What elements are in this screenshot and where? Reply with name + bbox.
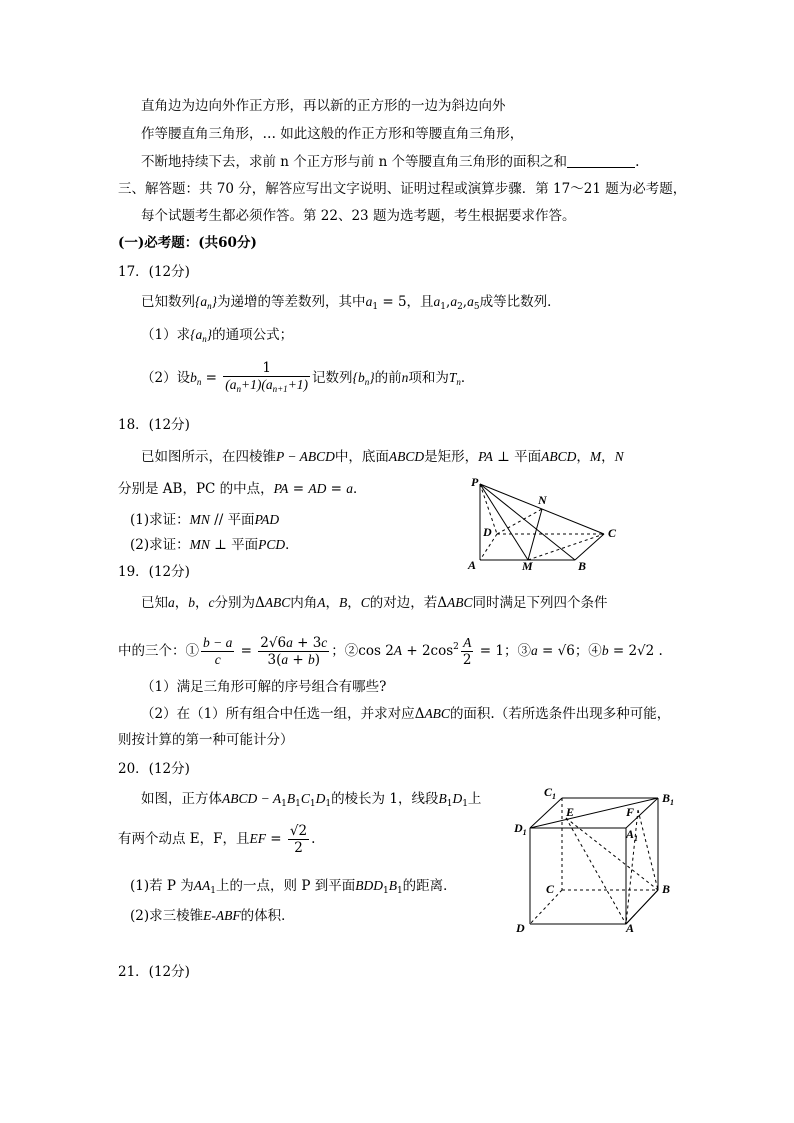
q19-heading: 19．(12分)	[118, 564, 190, 580]
q19-part2-cont: 则按计算的第一种可能计分）	[118, 732, 294, 748]
label-A: A	[468, 558, 477, 572]
label-A1: $A_1$	[626, 827, 639, 843]
label-C: C	[546, 882, 555, 896]
q19-conditions: 中的三个：① $\frac{b - a}{c}$ = $\frac{2√6a + 3c}{3(a + b)}$ ；②cos $2A + 2\cos^2$ $\frac{A}{2}$ = 1；③a = √6；④b = 2√2 .	[118, 635, 663, 668]
q17-heading: 17．(12分)	[118, 264, 190, 280]
label-C1: $C_1$	[544, 785, 557, 801]
q20-stem-2: 有两个动点 E，F，且EF = $\frac{√2}{2}$ .	[118, 823, 316, 856]
label-E: E	[566, 805, 575, 819]
q18-part1: (1)求证：MN // 平面PAD	[130, 512, 280, 528]
answer-blank	[567, 153, 635, 168]
section3-line-1: 三、解答题：共 70 分，解答应写出文字说明、证明过程或演算步骤．第 17～21 题为必考题，	[118, 181, 687, 197]
q21-heading: 21．(12分)	[118, 964, 190, 980]
q19-part1: （1）满足三角形可解的序号组合有哪些?	[141, 679, 387, 695]
q18-heading: 18．(12分)	[118, 417, 190, 433]
label-B: B	[578, 559, 587, 572]
q18-stem-2: 分别是 AB，PC 的中点，PA = AD = a．	[118, 481, 367, 497]
q20-heading: 20．(12分)	[118, 761, 190, 777]
q17-part1: （1）求$\{a_n\}$的通项公式；	[141, 327, 294, 344]
intro-line-3: 不断地持续下去，求前 n 个正方形与前 n 个等腰直角三角形的面积之和 .	[141, 154, 640, 170]
q19-stem-1: 已知a，b，c分别为ΔABC内角A，B，C的对边，若ΔABC同时满足下列四个条件	[141, 595, 608, 611]
intro-line-1: 直角边为边向外作正方形，再以新的正方形的一边为斜边向外	[141, 98, 506, 114]
q20-part1: (1)若 P 为$AA_1$上的一点，则 P 到平面$BDD_1B_1$的距离．	[130, 878, 457, 896]
label-D1: $D_1$	[514, 821, 527, 837]
intro-line-2: 作等腰直角三角形，… 如此这般的作正方形和等腰直角三角形，	[141, 126, 524, 142]
q17-part2: （2）设$b_n$ = $\frac{1}{(a_n+1)(a_{n+1}+1)}$ 记数列$\{b_n\}$的前n项和为$T_n$．	[141, 360, 475, 394]
q17-stem: 已知数列$\{a_n\}$为递增的等差数列，其中$a_1 = 5$，且$a_1,a_2,a_5$成等比数列．	[141, 294, 561, 312]
q18-stem-1: 已如图所示，在四棱锥P − ABCD中，底面ABCD是矩形，PA ⊥ 平面ABCD，M，N	[141, 449, 624, 465]
label-M: M	[522, 559, 533, 572]
q18-part2: (2)求证：MN ⊥ 平面PCD．	[130, 537, 299, 553]
label-N: N	[538, 493, 547, 507]
label-F: F	[626, 805, 635, 819]
label-D: D	[516, 921, 525, 935]
pyramid-figure	[462, 472, 632, 572]
label-C: C	[608, 526, 617, 540]
q19-part2: （2）在（1）所有组合中任选一组，并求对应ΔABC的面积.（若所选条件出现多种可能，	[141, 706, 671, 722]
q20-stem-1: 如图，正方体ABCD − $A_1B_1C_1D_1$的棱长为 1，线段$B_1D_1$上	[141, 791, 482, 809]
required-heading: (一)必考题：(共60分)	[118, 235, 257, 251]
label-A: A	[626, 921, 635, 935]
label-D: D	[483, 525, 492, 539]
label-B: B	[662, 882, 671, 896]
cube-figure	[510, 780, 680, 940]
q20-part2: (2)求三棱锥E-ABF的体积．	[130, 908, 295, 924]
label-P: P	[471, 475, 479, 489]
section3-line-2: 每个试题考生都必须作答。第 22、23 题为选考题，考生根据要求作答。	[141, 208, 576, 224]
label-B1: $B_1$	[662, 791, 675, 807]
